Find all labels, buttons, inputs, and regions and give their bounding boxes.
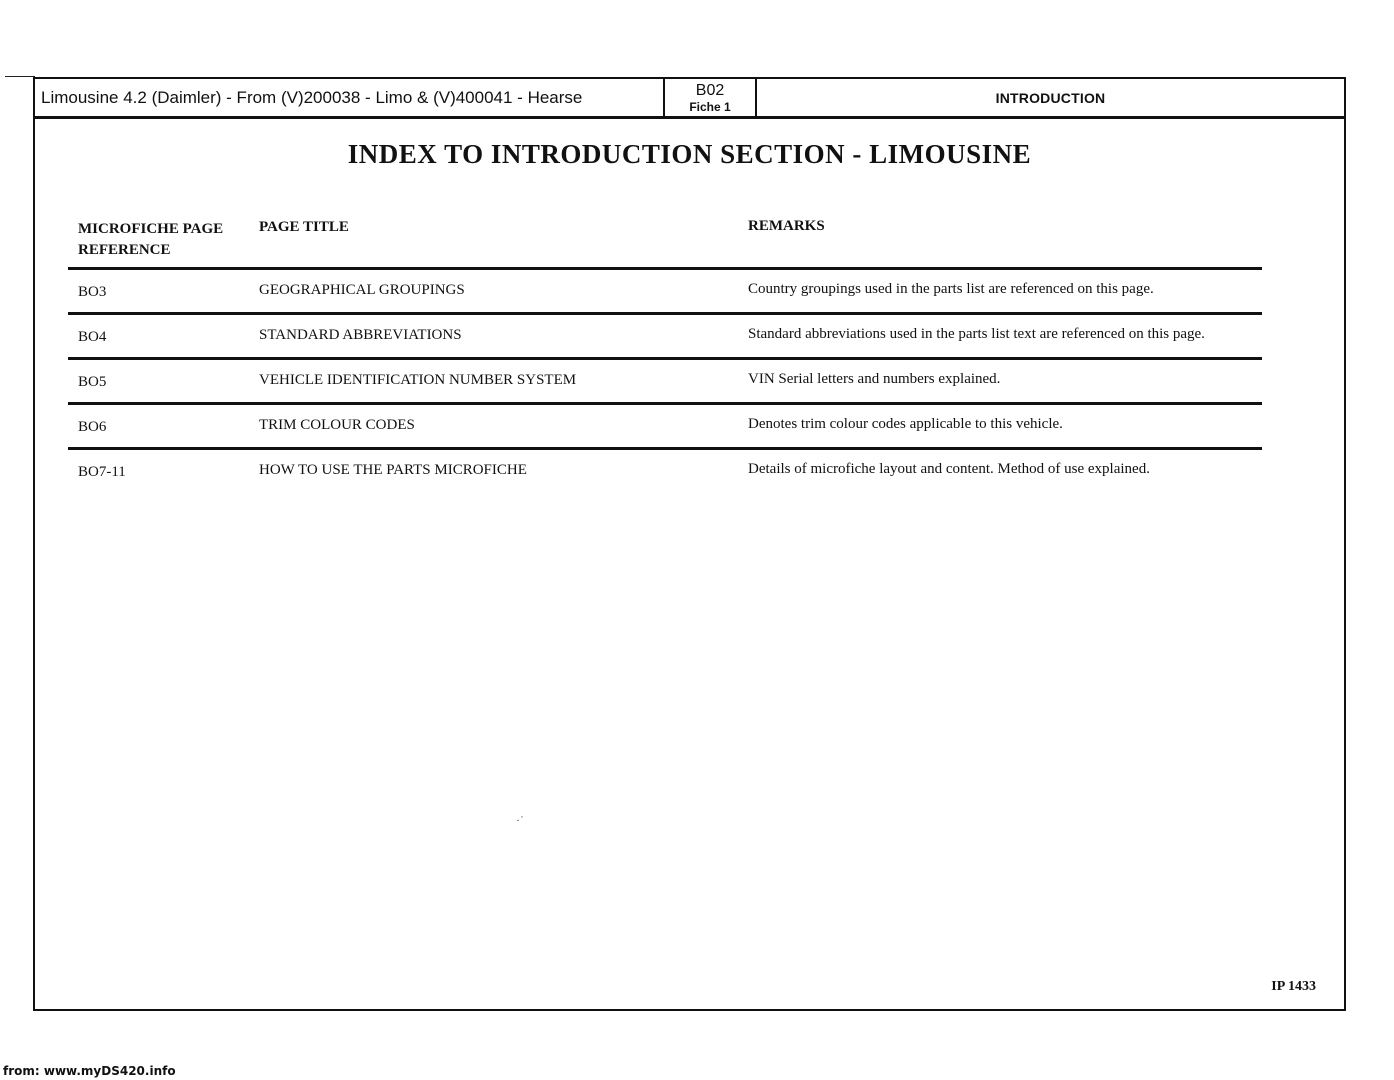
scan-speck: ·˙ (516, 813, 524, 827)
row-title: TRIM COLOUR CODES (259, 417, 415, 433)
page-title: INDEX TO INTRODUCTION SECTION - LIMOUSINE (347, 139, 1032, 169)
row-reference: BO5 (78, 374, 107, 390)
row-title: HOW TO USE THE PARTS MICROFICHE (259, 462, 527, 478)
table-row (68, 267, 1262, 312)
row-remarks: Details of microfiche layout and content. Method of use explained. (748, 461, 1150, 477)
table-header (78, 219, 1263, 269)
row-remarks: Denotes trim colour codes applicable to this vehicle. (748, 416, 1063, 432)
index-table (68, 267, 1262, 492)
row-remarks: Country groupings used in the parts list are referenced on this page. (748, 281, 1154, 297)
row-title: VEHICLE IDENTIFICATION NUMBER SYSTEM (259, 372, 577, 388)
row-reference: BO4 (78, 329, 107, 345)
edge-rule (5, 76, 35, 77)
ip-reference: IP 1433 (1271, 979, 1316, 994)
vehicle-model: Limousine 4.2 (Daimler) - From (V)200038 - Limo & (V)400041 - Hearse (35, 79, 665, 116)
table-row (68, 357, 1262, 402)
page-header (35, 79, 1344, 119)
row-reference: BO7-11 (78, 464, 126, 480)
row-remarks: Standard abbreviations used in the parts list text are referenced on this page. (748, 326, 1205, 342)
table-row (68, 447, 1262, 492)
table-row (68, 402, 1262, 447)
fiche-reference (665, 79, 757, 116)
column-header-remarks: REMARKS (748, 218, 825, 234)
row-title: STANDARD ABBREVIATIONS (259, 327, 462, 343)
row-reference: BO3 (78, 284, 107, 300)
page-code: B02 (695, 81, 725, 99)
section-name: INTRODUCTION (995, 89, 1106, 106)
source-watermark: from: www.myDS420.info (3, 1064, 176, 1078)
table-row (68, 312, 1262, 357)
column-header-reference: MICROFICHE PAGE REFERENCE (78, 221, 224, 258)
column-header-title: PAGE TITLE (259, 219, 349, 235)
row-title: GEOGRAPHICAL GROUPINGS (259, 282, 465, 298)
row-reference: BO6 (78, 419, 107, 435)
page-frame (33, 77, 1346, 1011)
row-remarks: VIN Serial letters and numbers explained. (748, 371, 1001, 387)
fiche-number: Fiche 1 (689, 99, 731, 114)
